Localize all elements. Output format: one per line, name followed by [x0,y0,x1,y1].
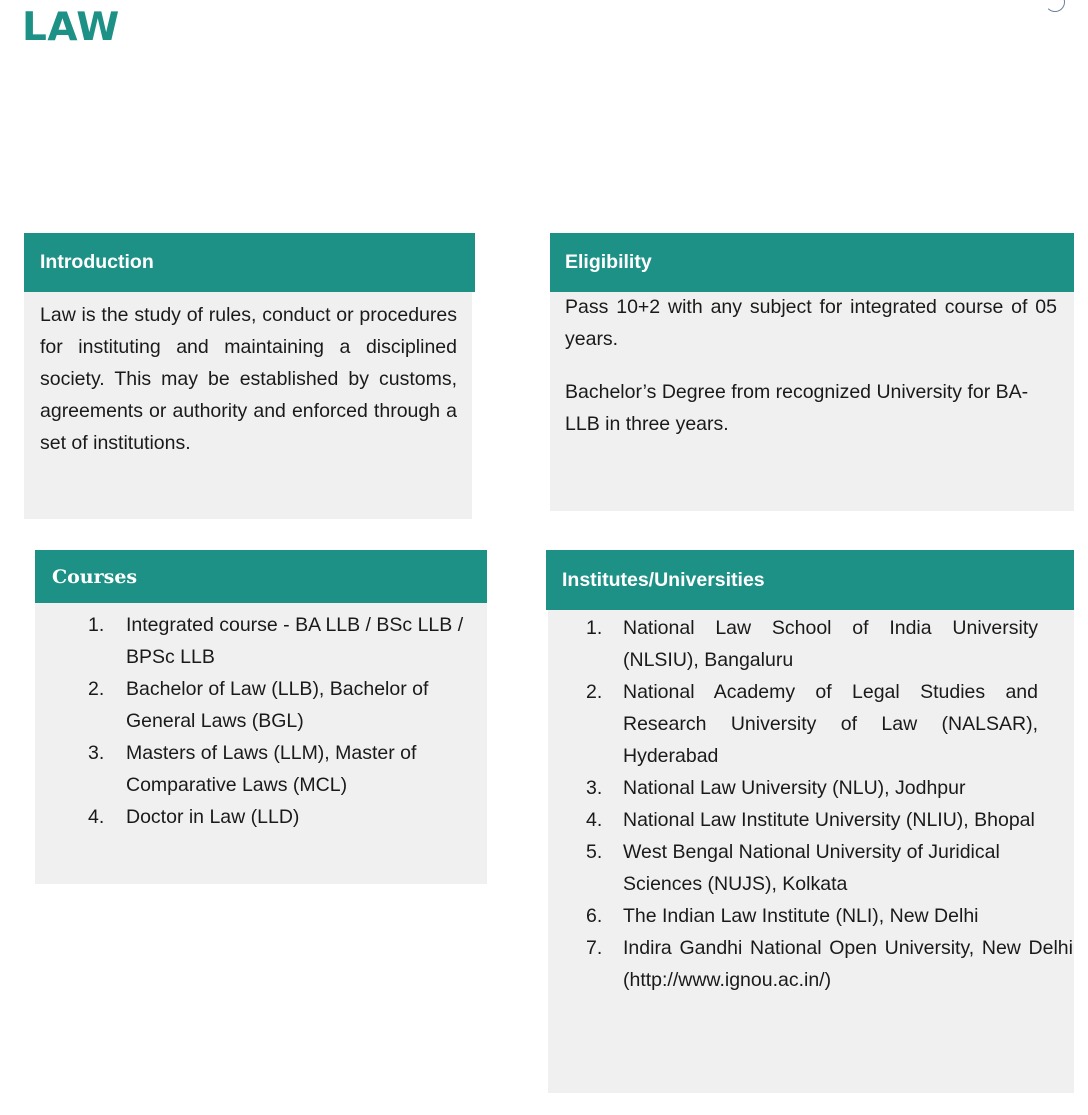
list-number: 3. [586,777,603,799]
list-number: 3. [88,742,105,764]
eligibility-heading: Eligibility [550,233,1074,292]
introduction-body [24,290,472,519]
list-item [35,737,487,801]
institute-text: National Academy of Legal Studies and Research University of Law (NALSAR), Hyderabad [623,681,1038,767]
list-item [35,801,487,833]
eligibility-paragraph: Pass 10+2 with any subject for integrated course of 05 years. [565,296,1057,350]
corner-circle-icon [1045,0,1065,12]
institutes-heading: Institutes/Universities [546,550,1074,610]
list-number: 2. [586,681,603,703]
course-text: Masters of Laws (LLM), Master of Comparative Laws (MCL) [126,742,417,796]
list-item [548,932,1074,996]
institute-text: National Law University (NLU), Jodhpur [623,777,966,799]
list-number: 5. [586,841,603,863]
institute-text: National Law Institute University (NLIU), Bhopal [623,809,1035,831]
list-item [35,673,487,737]
institute-text: National Law School of India University (NLSIU), Bangaluru [623,617,1038,671]
courses-body [35,600,487,884]
introduction-text: Law is the study of rules, conduct or procedures for instituting and maintaining a disciplined society. This may be established by customs, agreements or authority and enforced through a set of institutions. [40,304,457,454]
institute-text: The Indian Law Institute (NLI), New Delhi [623,905,979,927]
list-item [548,612,1074,676]
institute-text: Indira Gandhi National Open University, New Delhi (http://www.ignou.ac.in/) [623,937,1073,991]
institutes-body [548,607,1074,1093]
list-number: 6. [586,905,603,927]
list-item [548,676,1074,772]
list-number: 7. [586,937,603,959]
list-item [548,900,1074,932]
list-item [548,836,1074,900]
list-item [35,609,487,673]
list-item [548,804,1074,836]
courses-heading: Courses [35,550,487,603]
list-item [548,772,1074,804]
list-number: 2. [88,678,105,700]
list-number: 1. [88,614,105,636]
list-number: 4. [88,806,105,828]
course-text: Integrated course - BA LLB / BSc LLB / BPSc LLB [126,614,464,668]
list-number: 4. [586,809,603,831]
course-text: Doctor in Law (LLD) [126,806,300,828]
page-title: LAW [22,5,120,50]
introduction-heading: Introduction [24,233,475,292]
list-number: 1. [586,617,603,639]
eligibility-paragraph: Bachelor’s Degree from recognized University for BA-LLB in three years. [565,381,1029,435]
institute-text: West Bengal National University of Juridical Sciences (NUJS), Kolkata [623,841,1000,895]
institutes-list [548,612,1074,996]
eligibility-body [550,290,1074,511]
courses-list [35,609,487,833]
course-text: Bachelor of Law (LLB), Bachelor of General Laws (BGL) [126,678,429,732]
